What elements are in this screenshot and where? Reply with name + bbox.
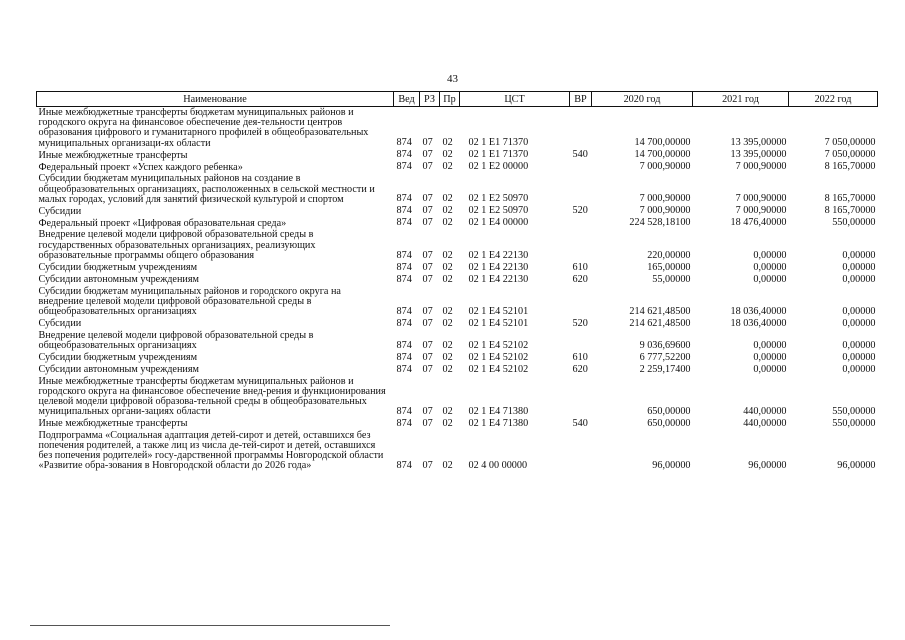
row-pr-cell: 02	[442, 193, 453, 205]
row-rz-cell: 07	[422, 305, 433, 317]
row-2021-cell: 0,00000	[753, 273, 787, 285]
row-ved-cell: 874	[396, 205, 412, 217]
row-vr-cell: 610	[572, 261, 588, 273]
header-2022: 2022 год	[789, 92, 878, 107]
row-vr-cell: 540	[572, 417, 588, 429]
table-row	[37, 417, 878, 429]
row-ved-cell: 874	[396, 363, 412, 375]
row-vr-cell	[570, 329, 592, 351]
row-2022-cell: 0,00000	[842, 273, 876, 285]
table-row	[37, 107, 878, 149]
row-vr-cell	[570, 217, 592, 229]
row-pr-cell: 02	[442, 405, 453, 417]
row-cst-cell: 02 1 E2 50970	[468, 205, 529, 217]
row-2022-cell: 8 165,70000	[824, 161, 876, 173]
table-row	[37, 149, 878, 161]
row-vr-cell: 520	[572, 205, 588, 217]
footer-divider	[30, 625, 390, 626]
row-vr-cell: 610	[572, 351, 588, 363]
row-vr-cell: 540	[572, 149, 588, 161]
row-2022-cell: 0,00000	[842, 351, 876, 363]
row-name-cell: Субсидии	[38, 317, 82, 329]
row-rz-cell: 07	[422, 261, 433, 273]
row-cst-cell: 02 1 E4 52102	[468, 363, 529, 375]
row-rz-cell: 07	[422, 351, 433, 363]
row-name-cell: Субсидии автономным учреждениям	[38, 363, 199, 375]
row-cst-cell: 02 1 E4 52101	[468, 317, 529, 329]
row-2020-cell: 214 621,48500	[629, 317, 691, 329]
row-ved-cell: 874	[396, 261, 412, 273]
row-name-cell: Субсидии бюджетам муниципальных районов на создание в общеобразовательных организациях, расположенных в сельской местности и малых городах, условий для занятий физической культурой и спортом	[38, 173, 375, 205]
row-2021-cell: 7 000,90000	[735, 193, 787, 205]
row-name-cell: Внедрение целевой модели цифровой образовательной среды в общеобразовательных организациях	[38, 329, 314, 351]
row-2020-cell: 7 000,90000	[639, 161, 691, 173]
row-2021-cell: 440,00000	[743, 405, 787, 417]
row-cst-cell: 02 1 E2 50970	[468, 193, 529, 205]
table-row	[37, 261, 878, 273]
row-2021-cell: 0,00000	[753, 351, 787, 363]
row-2020-cell: 9 036,69600	[639, 339, 691, 351]
row-name-cell: Внедрение целевой модели цифровой образовательной среды в государственных образовательных организациях, реализующих образовательные программы общего образования	[38, 229, 316, 261]
row-2020-cell: 224 528,18100	[629, 217, 691, 229]
row-2022-cell: 7 050,00000	[824, 149, 876, 161]
row-name-cell: Субсидии бюджетным учреждениям	[38, 261, 198, 273]
row-rz-cell: 07	[422, 137, 433, 149]
row-cst-cell: 02 1 E4 52102	[468, 351, 529, 363]
row-rz-cell: 07	[422, 149, 433, 161]
header-rz: РЗ	[420, 92, 440, 107]
header-cst: ЦСТ	[460, 92, 570, 107]
row-2020-cell: 14 700,00000	[634, 149, 691, 161]
row-2022-cell: 0,00000	[842, 249, 876, 261]
table-header-row	[37, 92, 878, 107]
header-ved: Вед	[394, 92, 420, 107]
row-2022-cell: 7 050,00000	[824, 137, 876, 149]
row-2021-cell: 13 395,00000	[730, 137, 787, 149]
row-cst-cell: 02 1 E4 52102	[468, 339, 529, 351]
header-pr: Пр	[440, 92, 460, 107]
table-row	[37, 173, 878, 205]
row-2021-cell: 18 036,40000	[730, 305, 787, 317]
row-ved-cell: 874	[396, 417, 412, 429]
row-vr-cell	[570, 229, 592, 261]
row-2021-cell: 18 036,40000	[730, 317, 787, 329]
row-2020-cell: 7 000,90000	[639, 193, 691, 205]
row-name-cell: Федеральный проект «Успех каждого ребенка»	[38, 161, 243, 173]
row-2022-cell: 550,00000	[832, 417, 876, 429]
row-rz-cell: 07	[422, 217, 433, 229]
table-row	[37, 363, 878, 375]
row-ved-cell: 874	[396, 249, 412, 261]
row-2020-cell: 650,00000	[647, 417, 691, 429]
row-rz-cell: 07	[422, 460, 433, 472]
page-number: 43	[447, 73, 458, 85]
row-vr-cell	[570, 161, 592, 173]
row-ved-cell: 874	[396, 351, 412, 363]
table-row	[37, 329, 878, 351]
row-2022-cell: 550,00000	[832, 405, 876, 417]
header-2021: 2021 год	[693, 92, 789, 107]
row-2021-cell: 7 000,90000	[735, 205, 787, 217]
row-pr-cell: 02	[442, 417, 453, 429]
row-vr-cell: 520	[572, 317, 588, 329]
header-vr: ВР	[570, 92, 592, 107]
row-2021-cell: 440,00000	[743, 417, 787, 429]
table-row	[37, 317, 878, 329]
row-ved-cell: 874	[396, 317, 412, 329]
row-cst-cell: 02 1 E2 00000	[468, 161, 529, 173]
row-rz-cell: 07	[422, 317, 433, 329]
row-pr-cell: 02	[442, 460, 453, 472]
row-vr-cell	[570, 173, 592, 205]
row-2021-cell: 13 395,00000	[730, 149, 787, 161]
row-cst-cell: 02 1 E4 52101	[468, 305, 529, 317]
row-rz-cell: 07	[422, 273, 433, 285]
row-cst-cell: 02 1 E4 00000	[468, 217, 529, 229]
row-rz-cell: 07	[422, 405, 433, 417]
row-2022-cell: 0,00000	[842, 339, 876, 351]
row-cst-cell: 02 1 E4 71380	[468, 417, 529, 429]
row-2022-cell: 8 165,70000	[824, 193, 876, 205]
table-row	[37, 351, 878, 363]
row-pr-cell: 02	[442, 261, 453, 273]
row-2022-cell: 550,00000	[832, 217, 876, 229]
row-2022-cell: 0,00000	[842, 317, 876, 329]
row-pr-cell: 02	[442, 363, 453, 375]
row-ved-cell: 874	[396, 193, 412, 205]
row-2021-cell: 0,00000	[753, 249, 787, 261]
row-cst-cell: 02 1 E4 22130	[468, 261, 529, 273]
row-cst-cell: 02 1 E4 22130	[468, 249, 529, 261]
row-cst-cell: 02 4 00 00000	[468, 460, 528, 472]
table-row	[37, 375, 878, 417]
table-row	[37, 161, 878, 173]
row-2020-cell: 7 000,90000	[639, 205, 691, 217]
row-2020-cell: 165,00000	[647, 261, 691, 273]
row-name-cell: Субсидии бюджетам муниципальных районов и городского округа на внедрение целевой модели цифровой образовательной среды в общеобразовательных организациях	[38, 285, 341, 317]
row-ved-cell: 874	[396, 339, 412, 351]
row-pr-cell: 02	[442, 351, 453, 363]
row-2021-cell: 0,00000	[753, 363, 787, 375]
row-name-cell: Иные межбюджетные трансферты	[38, 418, 188, 430]
row-pr-cell: 02	[442, 137, 453, 149]
row-cst-cell: 02 1 E4 71380	[468, 405, 529, 417]
row-2022-cell: 0,00000	[842, 261, 876, 273]
row-ved-cell: 874	[396, 273, 412, 285]
row-2022-cell: 0,00000	[842, 363, 876, 375]
row-pr-cell: 02	[442, 249, 453, 261]
row-ved-cell: 874	[396, 460, 412, 472]
row-cst-cell: 02 1 E1 71370	[468, 149, 529, 161]
row-cst-cell: 02 1 E4 22130	[468, 273, 529, 285]
row-name-cell: Подпрограмма «Социальная адаптация детей-сирот и детей, оставшихся без попечения родителей, а также лиц из числа де-тей-сирот и детей, оставшихся без попечения родителей» госу-дарственной программы Новгородской области «Развитие обра-зования в Новгородской области до 2026 года»	[38, 429, 384, 472]
table-row	[37, 273, 878, 285]
row-2020-cell: 6 777,52200	[639, 351, 691, 363]
row-2021-cell: 0,00000	[753, 261, 787, 273]
row-ved-cell: 874	[396, 137, 412, 149]
row-2020-cell: 650,00000	[647, 405, 691, 417]
row-2021-cell: 18 476,40000	[730, 217, 787, 229]
row-vr-cell: 620	[572, 363, 588, 375]
row-pr-cell: 02	[442, 161, 453, 173]
table-row	[37, 429, 878, 471]
row-name-cell: Иные межбюджетные трансферты бюджетам муниципальных районов и городского округа на финансовое обеспечение внед-рения и функционирования целевой модели цифровой образова-тельной среды в общеобразовательных муниципальных органи-зациях области	[38, 375, 386, 418]
budget-table	[36, 91, 878, 472]
row-2020-cell: 14 700,00000	[634, 137, 691, 149]
row-rz-cell: 07	[422, 193, 433, 205]
row-pr-cell: 02	[442, 339, 453, 351]
table-row	[37, 205, 878, 217]
row-2020-cell: 220,00000	[647, 249, 691, 261]
row-vr-cell	[570, 285, 592, 317]
row-vr-cell	[570, 107, 592, 149]
row-vr-cell	[570, 429, 592, 471]
row-2020-cell: 96,00000	[652, 460, 691, 472]
row-name-cell: Субсидии	[38, 205, 82, 217]
row-rz-cell: 07	[422, 417, 433, 429]
row-vr-cell: 620	[572, 273, 588, 285]
header-name: Наименование	[37, 92, 394, 107]
row-2020-cell: 55,00000	[652, 273, 691, 285]
row-rz-cell: 07	[422, 339, 433, 351]
row-2021-cell: 7 000,90000	[735, 161, 787, 173]
row-pr-cell: 02	[442, 317, 453, 329]
table-row	[37, 285, 878, 317]
row-2020-cell: 2 259,17400	[639, 363, 691, 375]
row-ved-cell: 874	[396, 405, 412, 417]
table-row	[37, 217, 878, 229]
row-pr-cell: 02	[442, 305, 453, 317]
header-2020: 2020 год	[592, 92, 693, 107]
row-vr-cell	[570, 375, 592, 417]
row-cst-cell: 02 1 E1 71370	[468, 137, 529, 149]
row-ved-cell: 874	[396, 305, 412, 317]
row-2022-cell: 0,00000	[842, 305, 876, 317]
table-body	[37, 107, 878, 472]
row-2022-cell: 8 165,70000	[824, 205, 876, 217]
row-rz-cell: 07	[422, 363, 433, 375]
row-pr-cell: 02	[442, 217, 453, 229]
row-rz-cell: 07	[422, 161, 433, 173]
row-pr-cell: 02	[442, 205, 453, 217]
row-rz-cell: 07	[422, 205, 433, 217]
row-name-cell: Субсидии автономным учреждениям	[38, 273, 199, 285]
row-name-cell: Иные межбюджетные трансферты бюджетам муниципальных районов и городского округа на финансовое обеспечение дея-тельности центров образования цифрового и гуманитарного профилей в общеобразовательных муниципальных организаци-ях области	[38, 107, 369, 149]
row-2020-cell: 214 621,48500	[629, 305, 691, 317]
row-name-cell: Федеральный проект «Цифровая образовательная среда»	[38, 217, 287, 229]
table-row	[37, 229, 878, 261]
row-rz-cell: 07	[422, 249, 433, 261]
row-2021-cell: 96,00000	[748, 460, 787, 472]
row-pr-cell: 02	[442, 273, 453, 285]
row-name-cell: Иные межбюджетные трансферты	[38, 149, 188, 161]
row-ved-cell: 874	[396, 149, 412, 161]
row-ved-cell: 874	[396, 161, 412, 173]
row-name-cell: Субсидии бюджетным учреждениям	[38, 351, 198, 363]
row-ved-cell: 874	[396, 217, 412, 229]
row-2021-cell: 0,00000	[753, 339, 787, 351]
row-pr-cell: 02	[442, 149, 453, 161]
row-2022-cell: 96,00000	[837, 460, 876, 472]
